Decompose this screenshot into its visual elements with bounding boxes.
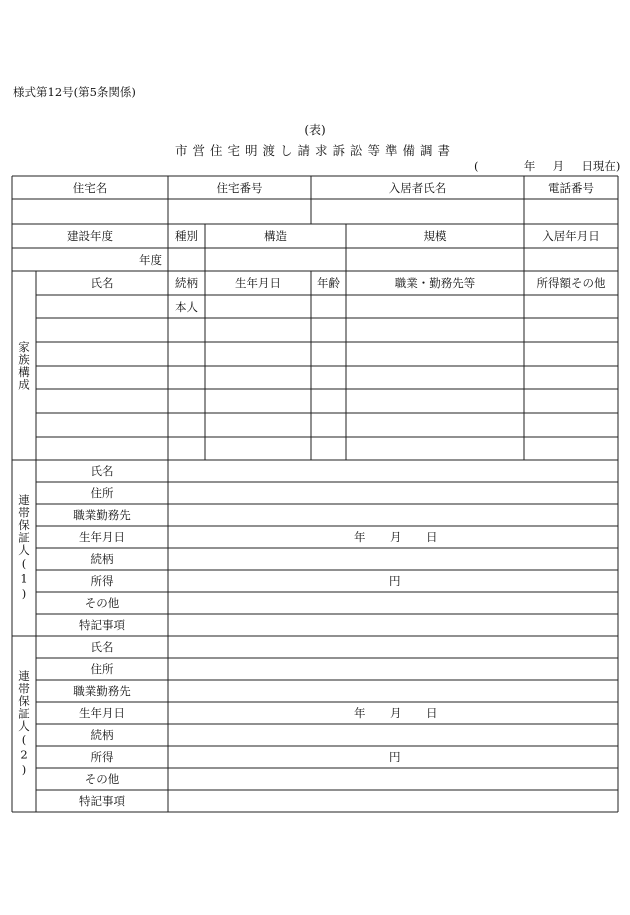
construction-year-field[interactable]: 年度 [139,252,162,267]
family-occupation-cell[interactable] [346,389,524,413]
guarantor-2-occupation-label: 職業勤務先 [73,684,131,698]
guarantor-2-birth-date-field[interactable] [168,702,618,724]
guarantor-1-birth-year-unit: 年 [354,530,366,544]
type-field[interactable] [168,248,205,271]
family-name-cell[interactable] [36,318,168,342]
family-name-cell[interactable] [36,342,168,366]
housing-name-header: 住宅名 [72,180,108,195]
guarantor-1-relation-field[interactable] [168,548,618,570]
guarantor-2-birth-date-label: 生年月日 [79,706,125,720]
as-of-date-open: ( [474,159,479,173]
family-birth-date-cell[interactable] [205,389,311,413]
family-occupation-cell[interactable] [346,437,524,460]
family-birth-date-cell[interactable] [205,366,311,389]
guarantor-1-other-field[interactable] [168,592,618,614]
family-birth-date-cell[interactable] [205,318,311,342]
page-title: 市営住宅明渡し請求訴訟等準備調書 [174,143,455,158]
guarantor-1-notes-label: 特記事項 [79,618,125,632]
guarantor-1-occupation-field[interactable] [168,504,618,526]
scale-field[interactable] [346,248,524,271]
guarantor-2-birth-month-unit: 月 [390,706,402,720]
family-relation-cell[interactable] [168,413,205,437]
family-age-cell[interactable] [311,389,346,413]
as-of-date-month: 月 [552,159,565,173]
guarantor-2-name-label: 氏名 [90,640,114,654]
family-birth-date-cell[interactable] [205,342,311,366]
phone-header: 電話番号 [548,180,594,195]
family-name-cell[interactable] [36,389,168,413]
family-age-cell[interactable] [311,437,346,460]
family-birth-date-cell[interactable] [205,295,311,318]
family-birth-date-header: 生年月日 [235,276,281,290]
family-age-header: 年齢 [317,276,340,290]
guarantor-2-income-unit: 円 [389,750,401,764]
family-income-cell[interactable] [524,389,618,413]
family-relation-header: 続柄 [175,276,198,290]
guarantor-2-other-label: その他 [84,772,120,786]
construction-year-header: 建設年度 [67,229,113,243]
guarantor-2-address-label: 住所 [90,662,114,676]
family-income-header: 所得額その他 [536,276,606,290]
family-occupation-cell[interactable] [346,318,524,342]
guarantor-1-income-label: 所得 [90,574,114,588]
form-side-label: (表) [304,123,326,137]
guarantor-1-birth-date-field[interactable] [168,526,618,548]
family-income-cell[interactable] [524,413,618,437]
guarantor-1-name-field[interactable] [168,460,618,482]
family-occupation-cell[interactable] [346,342,524,366]
family-income-cell[interactable] [524,366,618,389]
family-relation-cell[interactable] [168,366,205,389]
guarantor-1-birth-month-unit: 月 [390,530,402,544]
guarantor-2-relation-field[interactable] [168,724,618,746]
family-name-cell[interactable] [36,413,168,437]
family-relation-cell[interactable] [168,318,205,342]
family-age-cell[interactable] [311,318,346,342]
guarantor-2-occupation-field[interactable] [168,680,618,702]
family-section-label: 家族構成 [17,340,31,391]
guarantor-2-name-field[interactable] [168,636,618,658]
guarantor-2-notes-label: 特記事項 [79,794,125,808]
guarantor-1-section-label: 連帯保証人(1) [17,494,31,602]
guarantor-1-occupation-label: 職業勤務先 [73,508,131,522]
structure-header: 構造 [264,229,287,243]
family-relation-cell[interactable] [168,389,205,413]
housing-name-field[interactable] [12,199,168,224]
guarantor-2-birth-day-unit: 日 [426,706,438,720]
family-occupation-cell[interactable] [346,295,524,318]
move-in-date-header: 入居年月日 [542,229,600,243]
family-age-cell[interactable] [311,413,346,437]
scale-header: 規模 [423,229,447,243]
family-income-cell[interactable] [524,295,618,318]
family-birth-date-cell[interactable] [205,437,311,460]
family-income-cell[interactable] [524,318,618,342]
family-name-cell[interactable] [36,295,168,318]
form-number: 様式第12号(第5条関係) [13,85,136,99]
family-relation-cell[interactable] [168,342,205,366]
guarantor-2-other-field[interactable] [168,768,618,790]
family-age-cell[interactable] [311,342,346,366]
family-age-cell[interactable] [311,366,346,389]
resident-name-header: 入居者氏名 [388,180,447,195]
family-income-cell[interactable] [524,342,618,366]
resident-name-field[interactable] [311,199,524,224]
guarantor-2-income-field[interactable] [168,746,618,768]
family-occupation-cell[interactable] [346,413,524,437]
guarantor-1-income-field[interactable] [168,570,618,592]
guarantor-2-relation-label: 続柄 [90,728,114,742]
family-income-cell[interactable] [524,437,618,460]
guarantor-1-relation-label: 続柄 [90,552,114,566]
guarantor-1-birth-day-unit: 日 [426,530,438,544]
family-name-header: 氏名 [90,276,114,290]
guarantor-2-section-label: 連帯保証人(2) [17,670,31,778]
guarantor-2-notes-field[interactable] [168,790,618,812]
family-relation-cell[interactable]: 本人 [175,299,198,314]
as-of-date-day: 日現在) [581,159,621,173]
family-name-cell[interactable] [36,437,168,460]
family-name-cell[interactable] [36,366,168,389]
guarantor-1-other-label: その他 [84,596,120,610]
guarantor-1-birth-date-label: 生年月日 [79,530,125,544]
guarantor-2-address-field[interactable] [168,658,618,680]
guarantor-1-notes-field[interactable] [168,614,618,636]
family-relation-cell[interactable] [168,437,205,460]
phone-field[interactable] [524,199,618,224]
guarantor-2-birth-year-unit: 年 [354,706,366,720]
guarantor-1-income-unit: 円 [389,574,401,588]
structure-field[interactable] [205,248,346,271]
family-occupation-cell[interactable] [346,366,524,389]
family-age-cell[interactable] [311,295,346,318]
guarantor-1-name-label: 氏名 [90,464,114,478]
move-in-date-field[interactable] [524,248,618,271]
guarantor-1-address-field[interactable] [168,482,618,504]
guarantor-1-address-label: 住所 [90,486,114,500]
type-header: 種別 [175,229,198,243]
housing-number-header: 住宅番号 [216,180,263,195]
housing-number-field[interactable] [168,199,311,224]
family-occupation-header: 職業・勤務先等 [394,276,476,290]
family-birth-date-cell[interactable] [205,413,311,437]
as-of-date-year: 年 [523,159,536,173]
guarantor-2-income-label: 所得 [90,750,114,764]
